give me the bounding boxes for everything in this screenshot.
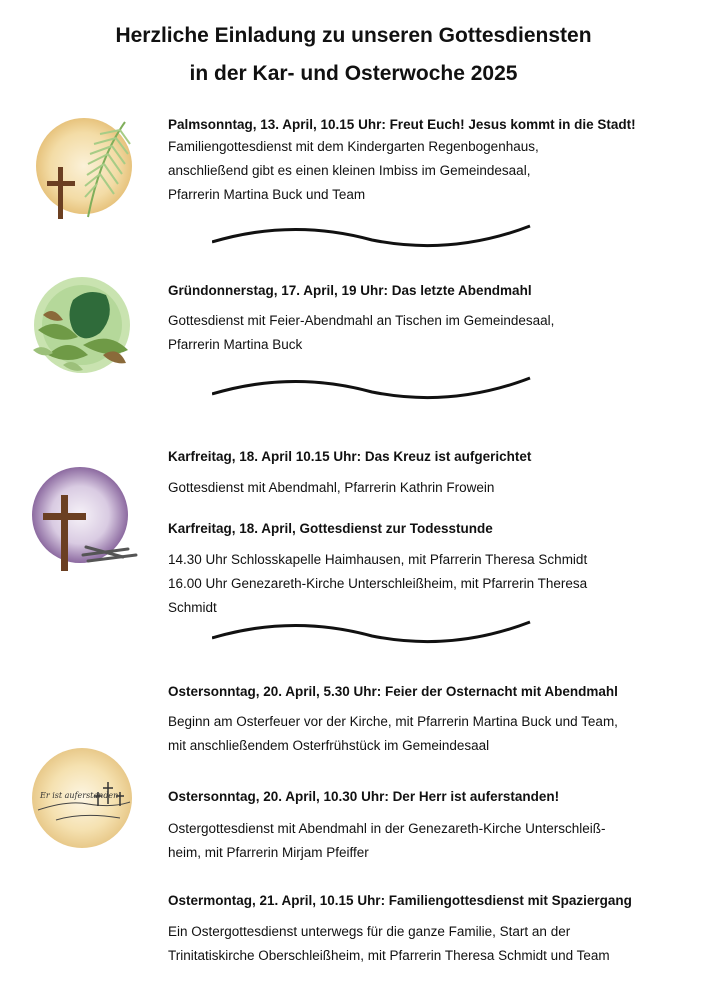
easter-tomb-icon	[28, 742, 140, 854]
event-heading-karfreitag-2: Karfreitag, 18. April, Gottesdienst zur Todesstunde	[168, 521, 493, 536]
event-line: Ostergottesdienst mit Abendmahl in der Genezareth-Kirche Unterschleiß-	[168, 821, 606, 836]
event-heading-ostersonntag: Ostersonntag, 20. April, 10.30 Uhr: Der Herr ist auferstanden!	[168, 789, 560, 804]
event-line: Beginn am Osterfeuer vor der Kirche, mit Pfarrerin Martina Buck und Team,	[168, 714, 618, 729]
wave-divider	[212, 374, 532, 404]
easter-script-text: Er ist auferstanden	[40, 791, 119, 800]
event-line: Pfarrerin Martina Buck und Team	[168, 187, 366, 202]
event-body-ostermontag	[168, 920, 688, 968]
event-body-karfreitag-2	[168, 548, 688, 620]
event-line: Gottesdienst mit Abendmahl, Pfarrerin Kathrin Frowein	[168, 480, 495, 495]
event-line: anschließend gibt es einen kleinen Imbiss im Gemeindesaal,	[168, 163, 531, 178]
palm-branch-icon	[30, 112, 142, 224]
event-line: heim, mit Pfarrerin Mirjam Pfeiffer	[168, 845, 369, 860]
page-subtitle: in der Kar- und Osterwoche 2025	[189, 62, 518, 85]
cross-nails-icon	[28, 465, 140, 577]
event-heading-osternacht: Ostersonntag, 20. April, 5.30 Uhr: Feier der Osternacht mit Abendmahl	[168, 684, 618, 699]
page-title: Herzliche Einladung zu unseren Gottesdiensten	[115, 24, 592, 47]
event-body-osternacht	[168, 710, 688, 758]
chalice-leaves-icon	[28, 275, 138, 380]
event-body-palmsonntag	[168, 135, 688, 207]
event-heading-ostermontag: Ostermontag, 21. April, 10.15 Uhr: Familiengottesdienst mit Spaziergang	[168, 893, 632, 908]
event-line: Pfarrerin Martina Buck	[168, 337, 303, 352]
event-line: mit anschließendem Osterfrühstück im Gemeindesaal	[168, 738, 490, 753]
event-line: Familiengottesdienst mit dem Kindergarten Regenbogenhaus,	[168, 139, 539, 154]
event-line: Gottesdienst mit Feier-Abendmahl an Tischen im Gemeindesaal,	[168, 313, 555, 328]
event-heading-palmsonntag: Palmsonntag, 13. April, 10.15 Uhr: Freut Euch! Jesus kommt in die Stadt!	[168, 117, 636, 132]
wave-divider	[212, 222, 532, 252]
event-heading-gruendonnerstag: Gründonnerstag, 17. April, 19 Uhr: Das letzte Abendmahl	[168, 283, 532, 298]
event-heading-karfreitag-1: Karfreitag, 18. April 10.15 Uhr: Das Kreuz ist aufgerichtet	[168, 449, 532, 464]
wave-divider	[212, 618, 532, 648]
event-body-ostersonntag	[168, 817, 688, 865]
event-line: Ein Ostergottesdienst unterwegs für die ganze Familie, Start an der	[168, 924, 571, 939]
event-line: Trinitatiskirche Oberschleißheim, mit Pfarrerin Theresa Schmidt und Team	[168, 948, 610, 963]
event-body-karfreitag-1	[168, 476, 688, 500]
event-line: 16.00 Uhr Genezareth-Kirche Unterschleißheim, mit Pfarrerin Theresa	[168, 576, 588, 591]
event-line: 14.30 Uhr Schlosskapelle Haimhausen, mit Pfarrerin Theresa Schmidt	[168, 552, 588, 567]
event-body-gruendonnerstag	[168, 309, 688, 357]
event-line: Schmidt	[168, 600, 217, 615]
